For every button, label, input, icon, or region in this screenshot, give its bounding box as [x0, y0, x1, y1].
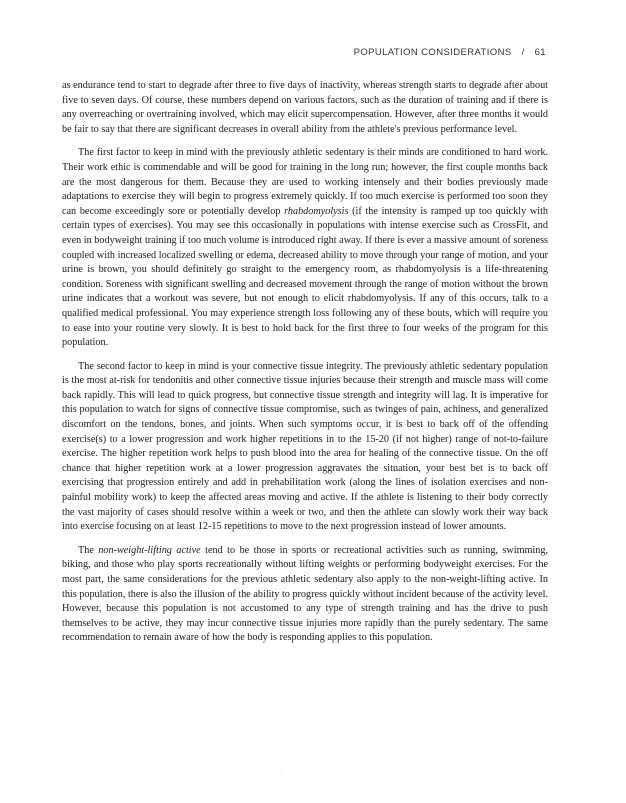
paragraph-2 [62, 146, 548, 350]
running-header [354, 47, 546, 58]
paragraph-3-text: The second factor to keep in mind is your connective tissue integrity. The previously athletic sedentary population is the most at-risk for tendonitis and other connective tissue injuries because their strength and muscle mass will come back rapidly. This will lead to quick progress, but connective tissue strength and integrity will lag. It is imperative for this population to watch for signs of connective tissue compromise, such as twinges of pain, achiness, and generalized discomfort on the tendons, bones, and joints. When such symptoms occur, it is best to back off of the offending exercise(s) to a lower progression and work higher repetitions in to the 15-20 (if not higher) range of not-to-failure exercise. The higher repetition work helps to push blood into the area for healing of the connective tissue. On the off chance that higher repetition work at a lower progression aggravates the situation, your best bet is to back off exercising that progression entirely and add in prehabilitation work (along the lines of isolation exercises and non-painful mobility work) to keep the affected areas moving and active. If the athlete is listening to their body correctly the vast majority of cases should resolve within a week or two, and then the athlete can slowly work their way back into exercise focusing on at least 12-15 repetitions to move to the next progression instead of lower amounts. [62, 360, 548, 533]
paragraph-3 [62, 360, 548, 535]
term-rhabdomyolysis: rhabdomyolysis [284, 205, 349, 217]
paragraph-4-text-b: tend to be those in sports or recreational activities such as running, swimming, biking, and those who play sports recreationally without lifting weights or performing bodyweight exercises. For the most part, the same considerations for the previous athletic sedentary also apply to the non-weight-lifting active. In this population, there is also the illusion of the ability to progress quickly without incident because of the activity level. However, because this population is not accustomed to any type of strength training and has the drive to push themselves to be active, they may incur connective tissue injuries more rapidly than the purely sedentary. The same recommendation to remain aware of how the body is responding applies to this population. [62, 544, 548, 644]
term-non-weight-lifting-active: non-weight-lifting active [98, 544, 201, 556]
section-title: POPULATION CONSIDERATIONS [353, 47, 512, 58]
page-number: 61 [534, 47, 546, 58]
body-text [62, 79, 548, 655]
page-footer-dot: · [280, 768, 282, 774]
paragraph-4-text-a: The [78, 544, 99, 556]
paragraph-4 [62, 544, 548, 646]
paragraph-2-text-a: The first factor to keep in mind with the previously athletic sedentary is their minds are conditioned to hard work. Their work ethic is commendable and will be good for training in the long run; however, the first couple months back are the most dangerous for them. Because they are used to working intensely and their bodies previously made adaptations to exercise they will begin to progress extremely quickly. If too much exercise is performed too soon they can become exceedingly sore or potentially develop [62, 147, 548, 217]
paragraph-2-text-b: (if the intensity is ramped up too quickly with certain types of exercises). You may see this occasionally in populations with intense exercise such as CrossFit, and even in bodyweight training if too much volume is introduced right away. If there is ever a massive amount of soreness coupled with increased localized swelling or edema, decreased ability to move through your range of motion, and your urine is brown, you should definitely go straight to the emergency room, as rhabdomyolysis is a life-threatening condition. Soreness with significant swelling and decreased movement through the range of motion without the brown urine indicates that a workout was severe, but not enough to elicit rhabdomyolysis. If any of this occurs, talk to a qualified medical professional. You may experience strength loss following any of these bouts, which will require you to ease into your routine very slowly. It is best to hold back for the first three to four weeks of the program for this population. [62, 205, 548, 349]
header-separator: / [521, 47, 525, 58]
paragraph-1-text: as endurance tend to start to degrade after three to five days of inactivity, whereas strength starts to degrade after about five to seven days. Of course, these numbers depend on various factors, such as the duration of training and if there is any overreaching or overtraining involved, which may elicit supercompensation. However, after three months it would be fair to say that there are significant decreases in overall ability from the athlete's previous performance level. [62, 80, 548, 135]
paragraph-1 [62, 79, 548, 137]
